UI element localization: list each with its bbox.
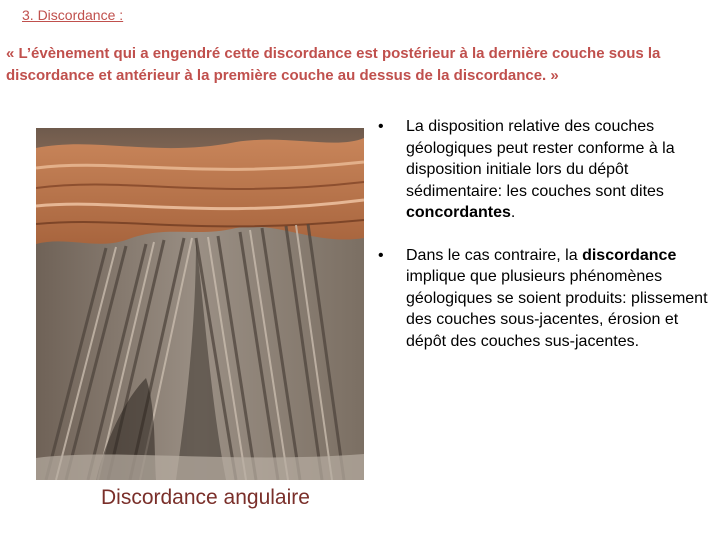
bullet-list: [378, 116, 708, 373]
bullet-item-discordance: • Dans le cas contraire, la discordance implique que plusieurs phénomènes géologiques se soient produits: plissement des couches sous-jacentes, érosion et dépôt des couches sus-jacentes.: [378, 246, 708, 350]
term-discordance: discordance: [582, 246, 677, 264]
bullet-dot-icon: •: [378, 118, 384, 135]
photo-illustration-icon: [36, 128, 364, 480]
bullet-item-concordance: • La disposition relative des couches géologiques peut rester conforme à la disposition initiale lors du dépôt sédimentaire: les couches sont dites concordantes.: [378, 118, 675, 221]
section-title: 3. Discordance :: [22, 7, 124, 23]
definition-quote: « L’évènement qui a engendré cette discordance est postérieur à la dernière couche sous la discordance et antérieur à la première couche au dessus de la discordance. »: [6, 45, 661, 84]
rock-outcrop-photo: [36, 128, 364, 480]
term-concordantes: concordantes: [406, 204, 511, 221]
photo-caption: Discordance angulaire: [101, 486, 310, 509]
bullet-dot-icon: •: [378, 246, 384, 264]
